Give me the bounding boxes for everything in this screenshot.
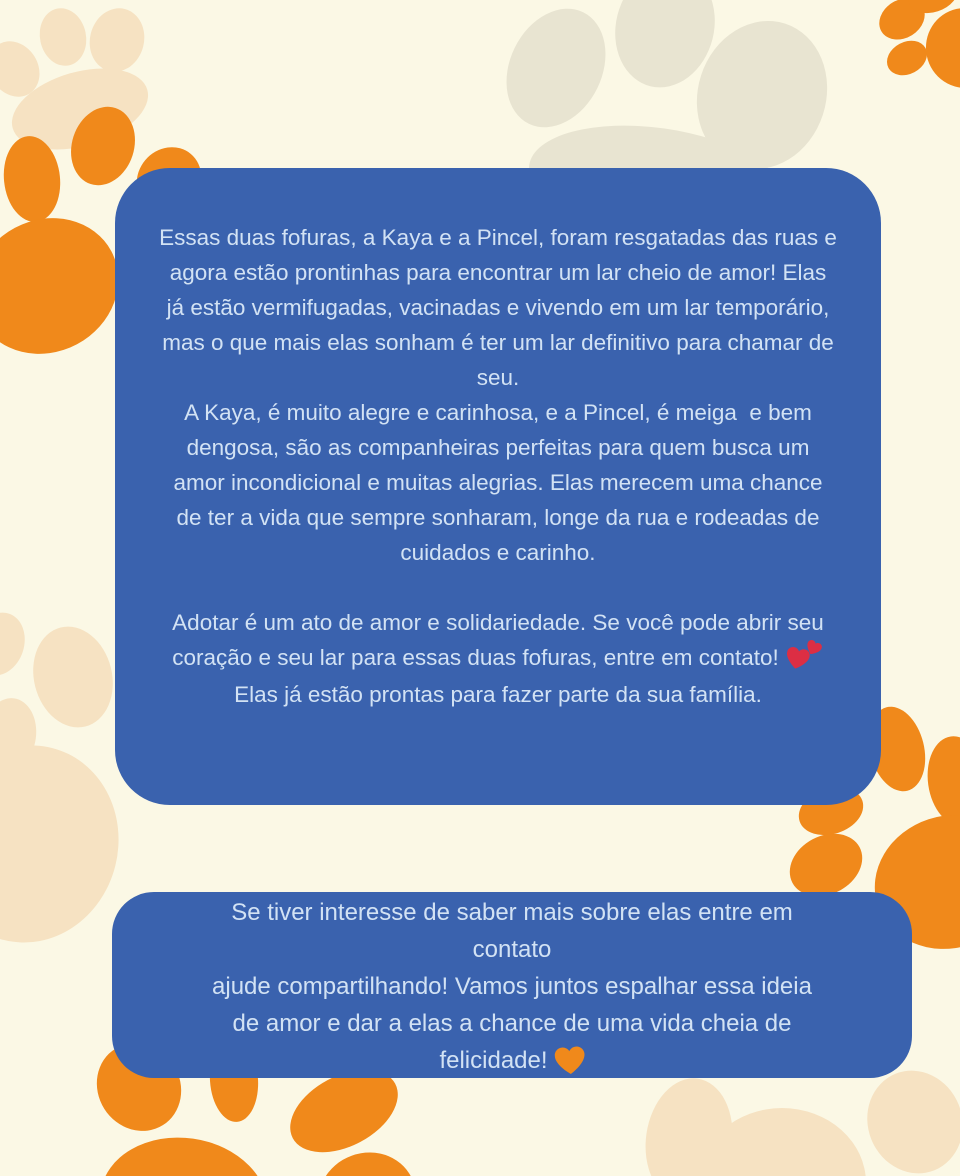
- text-line: coração e seu lar para essas duas fofuras, entre em contato!: [125, 640, 871, 677]
- orange-heart-icon: [555, 1047, 585, 1074]
- text-line: felicidade!: [124, 1042, 900, 1079]
- cta-card: [112, 892, 912, 1078]
- text-line: Essas duas fofuras, a Kaya e a Pincel, foram resgatadas das ruas e: [159, 225, 837, 250]
- text-line: amor incondicional e muitas alegrias. Elas merecem uma chance: [173, 470, 823, 495]
- text-line: já estão vermifugadas, vacinadas e vivendo em um lar temporário,: [166, 295, 830, 320]
- text-line: dengosa, são as companheiras perfeitas para quem busca um: [186, 435, 810, 460]
- two-hearts-icon: [786, 641, 824, 673]
- text-line: de amor e dar a elas a chance de uma vida cheia de: [232, 1010, 792, 1037]
- text-line: mas o que mais elas sonham é ter um lar definitivo para chamar de: [162, 330, 834, 355]
- text-line: ajude compartilhando! Vamos juntos espalhar essa ideia: [212, 973, 812, 1000]
- text-line: seu.: [476, 365, 520, 390]
- text-line: Se tiver interesse de saber mais sobre elas entre em: [231, 899, 793, 926]
- text-line: contato: [472, 936, 552, 963]
- text-line: [125, 570, 871, 605]
- text-line: de ter a vida que sempre sonharam, longe da rua e rodeadas de: [176, 505, 820, 530]
- text-line: cuidados e carinho.: [400, 540, 596, 565]
- text-line: A Kaya, é muito alegre e carinhosa, e a Pincel, é meiga e bem: [184, 400, 812, 425]
- text-line: agora estão prontinhas para encontrar um lar cheio de amor! Elas: [169, 260, 827, 285]
- text-line: Elas já estão prontas para fazer parte da sua família.: [234, 682, 762, 708]
- adoption-story-card: [115, 168, 881, 805]
- text-line: Adotar é um ato de amor e solidariedade. Se você pode abrir seu: [172, 610, 824, 635]
